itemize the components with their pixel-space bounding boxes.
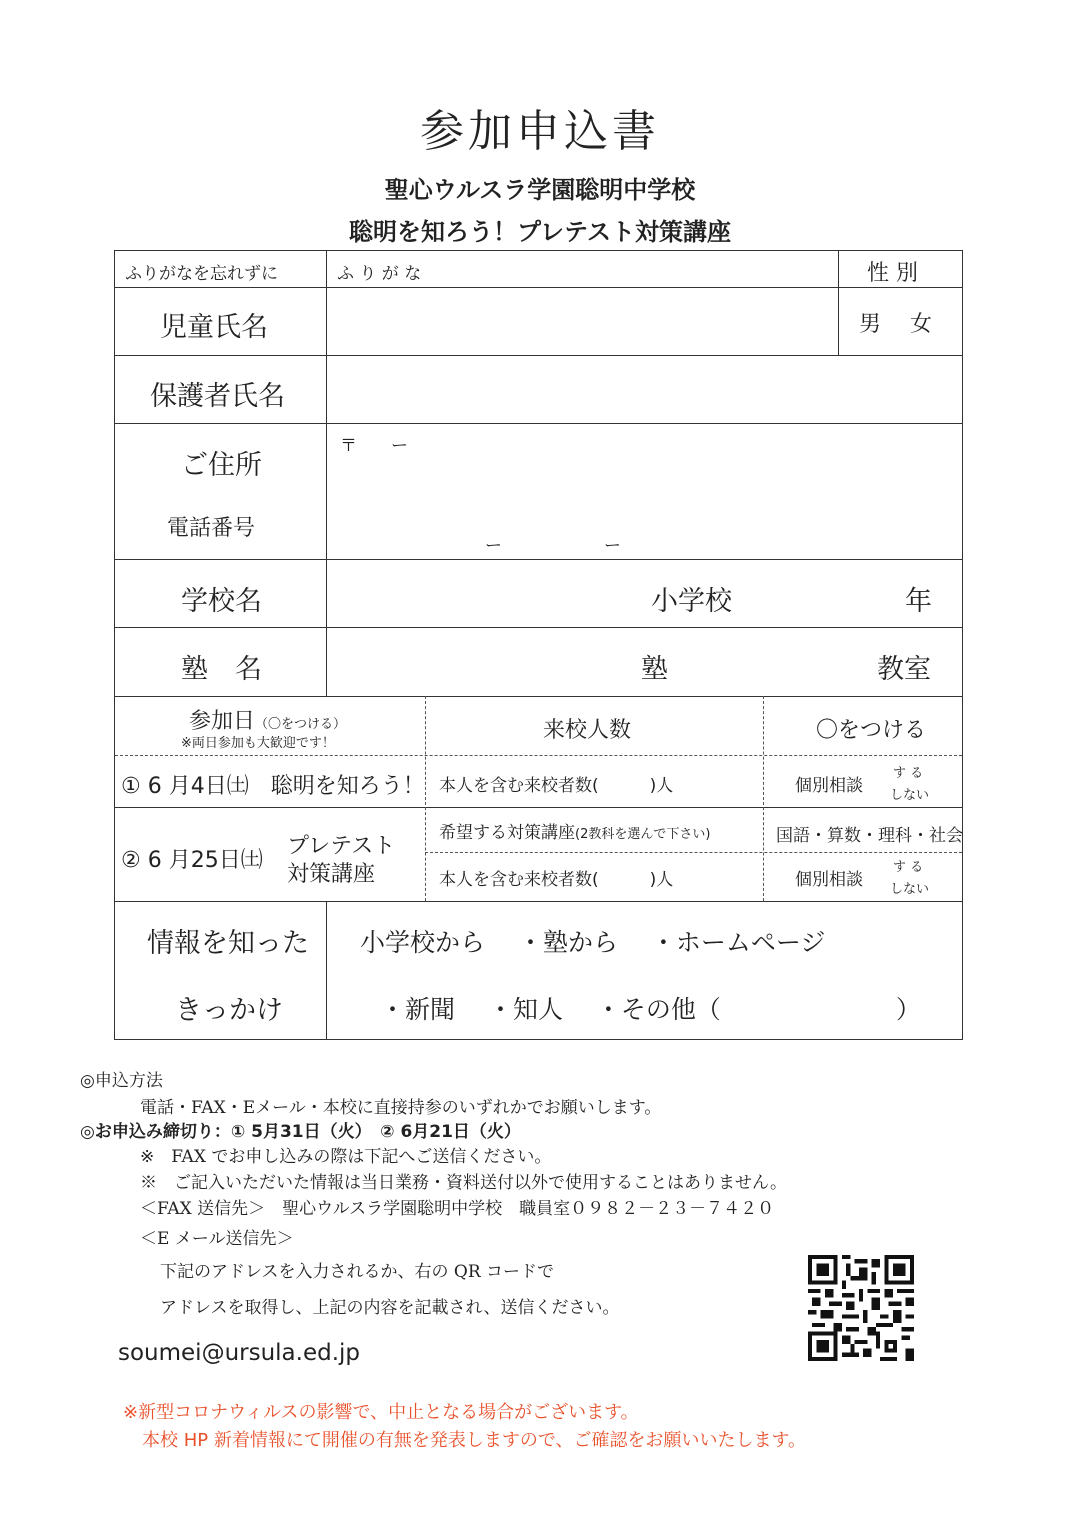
covid-notice-1: ※新型コロナウィルスの影響で、中止となる場合がございます。 — [123, 1402, 639, 1423]
circle-header: 〇をつける — [816, 718, 927, 743]
day1-visitor-count[interactable]: 本人を含む来校者数( )人 — [439, 776, 674, 796]
day1-consult-yes[interactable]: す る — [893, 766, 924, 781]
classroom-label: 教室 — [877, 654, 931, 685]
furigana-field[interactable] — [326, 251, 838, 287]
day1-consult-no[interactable]: しない — [890, 788, 930, 803]
course-title: 聡明を知ろう！プレテスト対策講座 — [348, 218, 732, 246]
furigana-note: ふりがなを忘れずに — [125, 264, 278, 284]
phone-dashes: ー ー — [485, 536, 621, 556]
info-source-label-line1: 情報を知った — [147, 928, 309, 959]
guardian-name-label: 保護者氏名 — [150, 381, 285, 412]
date-header-sub: ※両日参加も大歓迎です！ — [181, 736, 335, 751]
postal-mark: 〒 ー — [340, 436, 408, 456]
page-title: 参加申込書 — [420, 106, 660, 157]
method-text: 電話・FAX・Eメール・本校に直接持参のいずれかでお願いします。 — [140, 1098, 662, 1118]
subject-options[interactable]: 国語・算数・理科・社会 — [776, 826, 963, 846]
day1-option[interactable]: ① 6 月4日㈯ 聡明を知ろう！ — [121, 774, 425, 799]
info-source-options-2[interactable]: ・新聞 ・知人 ・その他（ ） — [380, 995, 921, 1024]
juku-name-label: 塾 名 — [181, 654, 262, 685]
school-name-label: 学校名 — [181, 586, 262, 617]
day2-title-line2: 対策講座 — [287, 862, 376, 887]
covid-notice-2: 本校 HP 新着情報にて開催の有無を発表しますので、ご確認をお願いいたします。 — [142, 1430, 807, 1451]
day1-consult-label: 個別相談 — [795, 776, 863, 796]
fax-destination: ＜FAX 送信先＞ 聖心ウルスラ学園聡明中学校 職員室０９８２－２３－７４２０ — [140, 1199, 775, 1219]
phone-label: 電話番号 — [167, 516, 256, 541]
application-form — [114, 250, 963, 1040]
info-source-options-1[interactable]: 小学校から ・塾から ・ホームページ — [360, 928, 826, 957]
address-label: ご住所 — [181, 450, 262, 481]
course-wish-label: 希望する対策講座(2教科を選んで下さい) — [439, 823, 711, 843]
juku-name-field[interactable] — [326, 627, 626, 695]
deadline: ◎お申込み締切り：① 5月31日（火） ② 6月21日（火） — [80, 1122, 521, 1142]
day2-consult-yes[interactable]: す る — [893, 860, 924, 875]
day2-consult-no[interactable]: しない — [890, 882, 930, 897]
email-address[interactable]: soumei@ursula.ed.jp — [118, 1340, 361, 1366]
email-instruction-1: 下記のアドレスを入力されるか、右の QR コードで — [160, 1262, 555, 1282]
child-name-field[interactable] — [326, 287, 838, 355]
method-title: ◎申込方法 — [80, 1071, 163, 1091]
gender-options[interactable]: 男 女 — [859, 312, 932, 337]
qr-code-icon[interactable] — [808, 1255, 914, 1361]
juku-label: 塾 — [641, 654, 668, 685]
gender-label: 性 別 — [867, 261, 918, 286]
date-header: 参加日（〇をつける） — [189, 709, 347, 734]
email-destination: ＜E メール送信先＞ — [140, 1229, 294, 1249]
info-source-label-line2: きっかけ — [175, 995, 283, 1026]
address-phone-field[interactable] — [326, 423, 962, 559]
guardian-name-field[interactable] — [326, 355, 962, 423]
day2-consult-label: 個別相談 — [795, 870, 863, 890]
visitors-header: 来校人数 — [543, 718, 632, 743]
school-name-field[interactable] — [326, 559, 646, 627]
school-name: 聖心ウルスラ学園聡明中学校 — [384, 176, 696, 204]
day2-option[interactable]: ② 6 月25日㈯ — [121, 848, 263, 873]
elementary-school-label: 小学校 — [651, 586, 732, 617]
email-instruction-2: アドレスを取得し、上記の内容を記載され、送信ください。 — [160, 1298, 620, 1318]
privacy-note: ※ ご記入いただいた情報は当日業務・資料送付以外で使用することはありません。 — [140, 1173, 788, 1193]
furigana-label: ふ り が な — [337, 264, 422, 284]
child-name-label: 児童氏名 — [160, 312, 268, 343]
day2-title-line1: プレテスト — [287, 834, 396, 859]
day2-visitor-count[interactable]: 本人を含む来校者数( )人 — [439, 870, 674, 890]
grade-label: 年 — [905, 586, 932, 617]
fax-note: ※ FAX でお申し込みの際は下記へご送信ください。 — [140, 1147, 552, 1167]
